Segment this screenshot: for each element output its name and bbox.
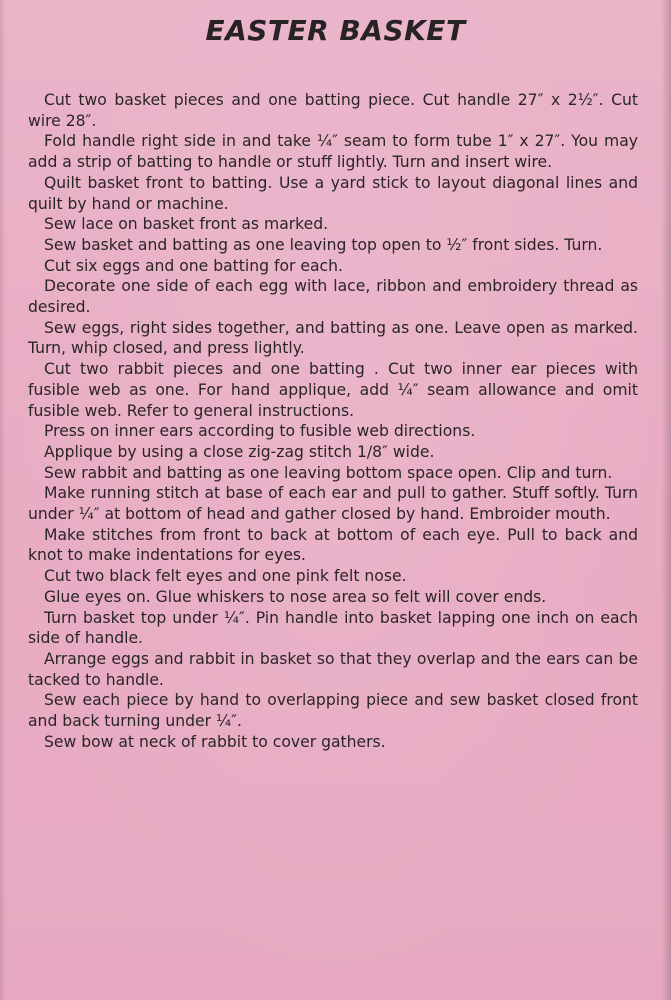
instruction-paragraph: Make running stitch at base of each ear and pull to gather. Stuff softly. Turn under ¼″ at bottom of head and gather closed by hand. Embroider mouth. (28, 484, 638, 524)
instruction-paragraph: Quilt basket front to batting. Use a yard stick to layout diagonal lines and quilt by hand or machine. (28, 173, 638, 213)
instruction-paragraph: Make stitches from front to back at bottom of each eye. Pull to back and knot to make indentations for eyes. (28, 525, 638, 565)
instruction-paragraph: Cut six eggs and one batting for each. (44, 256, 343, 275)
instruction-paragraph: Sew basket and batting as one leaving top open to ½″ front sides. Turn. (44, 235, 603, 254)
instruction-paragraph: Sew each piece by hand to overlapping piece and sew basket closed front and back turning under ¼″. (28, 691, 638, 731)
instruction-paragraph: Sew lace on basket front as marked. (44, 215, 329, 234)
instruction-paragraph: Cut two black felt eyes and one pink felt nose. (44, 567, 407, 586)
instruction-paragraph: Sew eggs, right sides together, and batting as one. Leave open as marked. Turn, whip closed, and press lightly. (28, 318, 638, 358)
page-edge-shadow-left (0, 0, 6, 1000)
instruction-paragraph: Arrange eggs and rabbit in basket so that they overlap and the ears can be tacked to handle. (28, 649, 638, 689)
instruction-paragraph: Fold handle right side in and take ¼″ seam to form tube 1″ x 27″. You may add a strip of batting to handle or stuff lightly. Turn and insert wire. (28, 132, 638, 172)
instruction-paragraph: Glue eyes on. Glue whiskers to nose area so felt will cover ends. (44, 587, 547, 606)
page-title: EASTER BASKET (205, 14, 466, 47)
instructions-body (28, 90, 638, 753)
instruction-paragraph: Cut two basket pieces and one batting piece. Cut handle 27″ x 2½″. Cut wire 28″. (28, 91, 638, 130)
instruction-paragraph: Cut two rabbit pieces and one batting . Cut two inner ear pieces with fusible web as one. For hand applique, add ¼″ seam allowance and omit fusible web. Refer to general instructions. (28, 360, 638, 420)
instruction-paragraph: Decorate one side of each egg with lace, ribbon and embroidery thread as desired. (28, 277, 638, 317)
instruction-paragraph: Sew bow at neck of rabbit to cover gathers. (44, 732, 386, 751)
instruction-paragraph: Press on inner ears according to fusible web directions. (44, 422, 476, 441)
page-edge-shadow-right (661, 0, 671, 1000)
instruction-paragraph: Sew rabbit and batting as one leaving bottom space open. Clip and turn. (44, 463, 613, 482)
instruction-paragraph: Applique by using a close zig-zag stitch 1/8″ wide. (44, 442, 435, 461)
instruction-paragraph: Turn basket top under ¼″. Pin handle into basket lapping one inch on each side of handle. (28, 608, 638, 648)
